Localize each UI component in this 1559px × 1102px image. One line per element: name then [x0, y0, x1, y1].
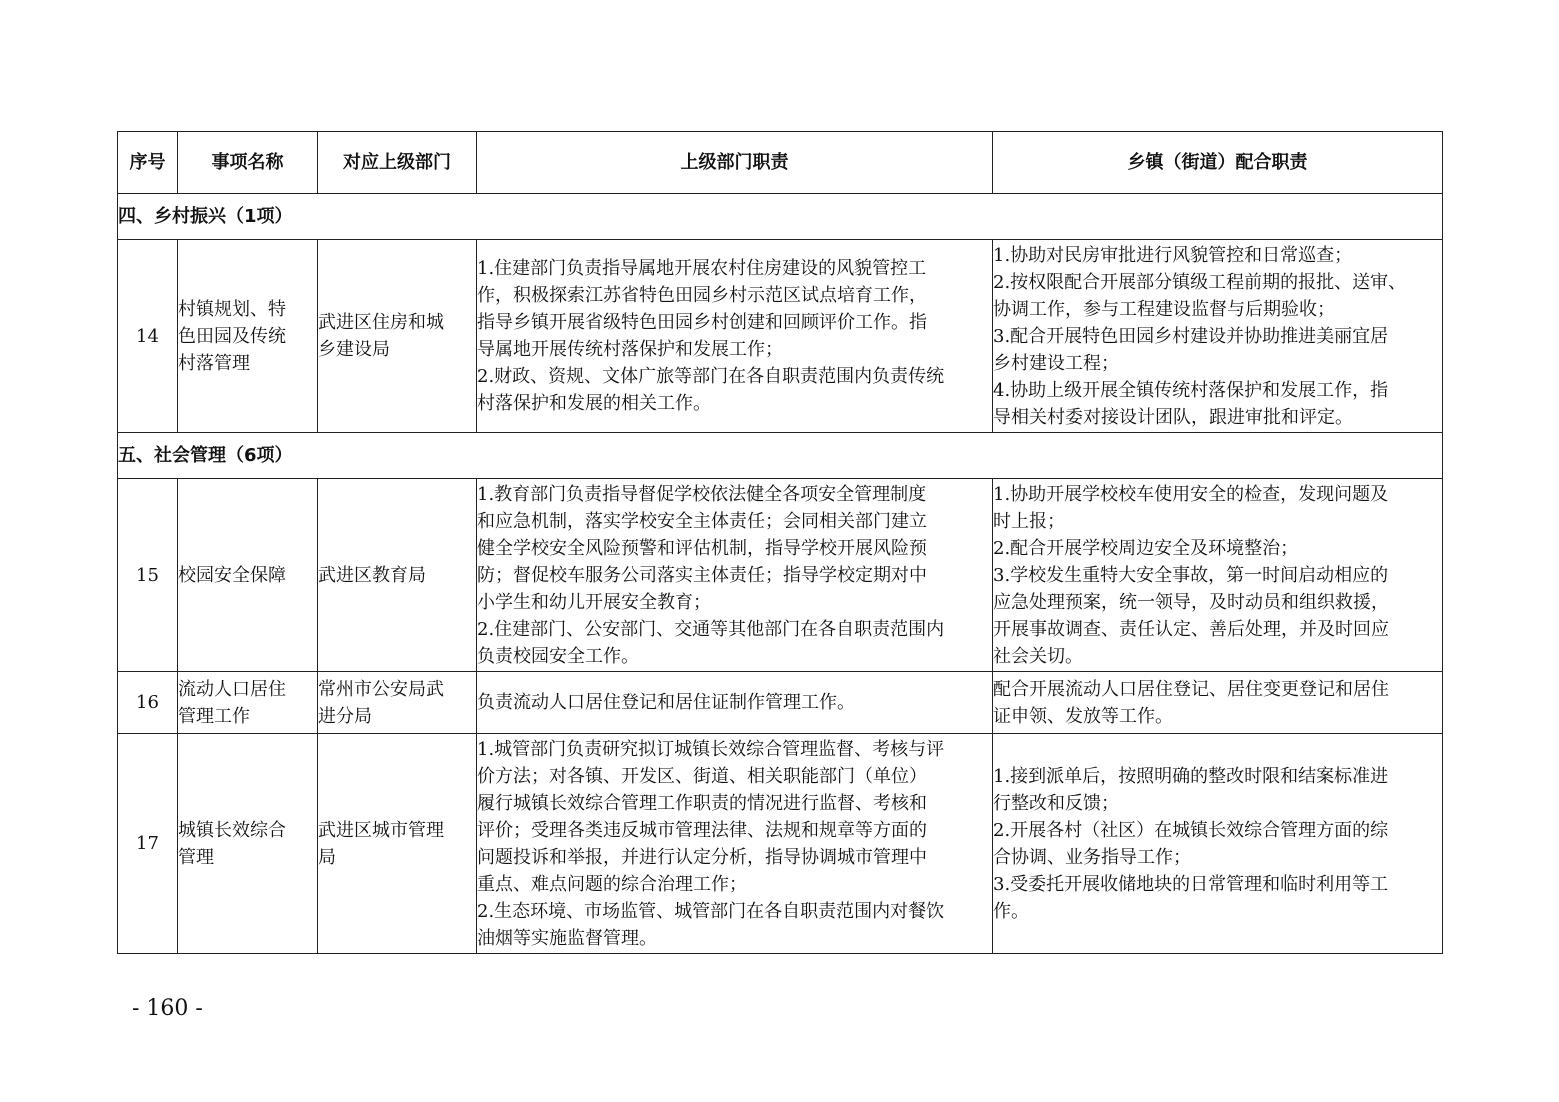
- cell-line: 合协调、业务指导工作；: [993, 846, 1191, 868]
- cell-line: 武进区城市管理: [318, 819, 444, 841]
- cell-line: 村镇规划、特: [178, 298, 286, 320]
- cell-line: 导相关村委对接设计团队，跟进审批和评定。: [993, 406, 1353, 428]
- responsibility-table: [117, 131, 1443, 954]
- dept-cell: [318, 672, 477, 734]
- cell-line: 管理工作: [178, 705, 250, 727]
- item-name-cell: [178, 672, 318, 734]
- cell-line: 1.城管部门负责研究拟订城镇长效综合管理监督、考核与评: [477, 738, 945, 760]
- section-title: 四、乡村振兴（1项）: [118, 194, 1443, 240]
- section-row: [118, 433, 1443, 479]
- duty-cell: [477, 734, 993, 954]
- page-number: - 160 -: [132, 996, 203, 1021]
- cell-line: 乡村建设工程；: [993, 352, 1119, 374]
- cell-line: 负责流动人口居住登记和居住证制作管理工作。: [477, 692, 855, 713]
- header-duty: 上级部门职责: [477, 132, 993, 194]
- cell-line: 评价；受理各类违反城市管理法律、法规和规章等方面的: [477, 819, 927, 841]
- cell-line: 履行城镇长效综合管理工作职责的情况进行监督、考核和: [477, 792, 927, 814]
- item-name-cell: [178, 479, 318, 672]
- dept-cell: [318, 240, 477, 433]
- cell-line: 常州市公安局武: [318, 678, 444, 700]
- duty-cell: [477, 479, 993, 672]
- section-title: 五、社会管理（6项）: [118, 433, 1443, 479]
- cell-line: 1.协助对民房审批进行风貌管控和日常巡查；: [993, 244, 1353, 266]
- cell-line: 负责校园安全工作。: [477, 645, 639, 667]
- cell-line: 作。: [993, 900, 1029, 922]
- cell-line: 1.教育部门负责指导督促学校依法健全各项安全管理制度: [477, 483, 927, 505]
- table-row: [118, 240, 1443, 433]
- cell-line: 和应急机制，落实学校安全主体责任；会同相关部门建立: [477, 510, 927, 532]
- cell-line: 村落保护和发展的相关工作。: [477, 393, 711, 414]
- cell-line: 1.住建部门负责指导属地开展农村住房建设的风貌管控工: [477, 258, 927, 279]
- cell-line: 1.协助开展学校校车使用安全的检查，发现问题及: [993, 483, 1389, 505]
- cell-line: 校园安全保障: [178, 564, 286, 586]
- cell-line: 流动人口居住: [178, 678, 286, 700]
- duty-cell: [477, 240, 993, 433]
- cell-line: 应急处理预案，统一领导，及时动员和组织救援，: [993, 591, 1389, 613]
- cell-line: 城镇长效综合: [178, 819, 286, 841]
- header-row: [118, 132, 1443, 194]
- table-row: [118, 479, 1443, 672]
- cell-line: 导属地开展传统村落保护和发展工作；: [477, 339, 783, 360]
- dept-cell: [318, 734, 477, 954]
- cell-line: 行整改和反馈；: [993, 792, 1119, 814]
- cell-line: 进分局: [318, 705, 372, 727]
- cell-line: 小学生和幼儿开展安全教育；: [477, 591, 711, 613]
- duty-cell: [477, 672, 993, 734]
- cell-line: 3.学校发生重特大安全事故，第一时间启动相应的: [993, 564, 1389, 586]
- cell-line: 油烟等实施监督管理。: [477, 927, 657, 949]
- cell-line: 2.开展各村（社区）在城镇长效综合管理方面的综: [993, 819, 1389, 841]
- coop-cell: [993, 734, 1443, 954]
- cell-line: 1.接到派单后，按照明确的整改时限和结案标准进: [993, 765, 1389, 787]
- cell-line: 4.协助上级开展全镇传统村落保护和发展工作，指: [993, 379, 1389, 401]
- row-number: 17: [118, 734, 178, 954]
- row-number: 16: [118, 672, 178, 734]
- cell-line: 协调工作，参与工程建设监督与后期验收；: [993, 298, 1335, 320]
- cell-line: 3.受委托开展收储地块的日常管理和临时利用等工: [993, 873, 1389, 895]
- cell-line: 作，积极探索江苏省特色田园乡村示范区试点培育工作，: [477, 285, 927, 306]
- table-row: [118, 672, 1443, 734]
- coop-cell: [993, 672, 1443, 734]
- cell-line: 时上报；: [993, 510, 1065, 532]
- coop-cell: [993, 479, 1443, 672]
- cell-line: 武进区教育局: [318, 564, 426, 586]
- header-num: 序号: [118, 132, 178, 194]
- section-row: [118, 194, 1443, 240]
- cell-line: 2.配合开展学校周边安全及环境整治；: [993, 537, 1299, 559]
- row-number: 15: [118, 479, 178, 672]
- cell-line: 管理: [178, 846, 214, 868]
- cell-line: 重点、难点问题的综合治理工作；: [477, 873, 747, 895]
- cell-line: 指导乡镇开展省级特色田园乡村创建和回顾评价工作。指: [477, 312, 927, 333]
- coop-cell: [993, 240, 1443, 433]
- header-dept: 对应上级部门: [318, 132, 477, 194]
- header-item-name: 事项名称: [178, 132, 318, 194]
- dept-cell: [318, 479, 477, 672]
- cell-line: 3.配合开展特色田园乡村建设并协助推进美丽宜居: [993, 325, 1389, 347]
- cell-line: 问题投诉和举报，并进行认定分析，指导协调城市管理中: [477, 846, 927, 868]
- cell-line: 武进区住房和城: [318, 312, 444, 333]
- cell-line: 2.生态环境、市场监管、城管部门在各自职责范围内对餐饮: [477, 900, 945, 922]
- cell-line: 2.住建部门、公安部门、交通等其他部门在各自职责范围内: [477, 618, 945, 640]
- row-number: 14: [118, 240, 178, 433]
- header-coop: 乡镇（街道）配合职责: [993, 132, 1443, 194]
- cell-line: 社会关切。: [993, 645, 1083, 667]
- cell-line: 价方法；对各镇、开发区、街道、相关职能部门（单位）: [477, 765, 927, 787]
- cell-line: 2.财政、资规、文体广旅等部门在各自职责范围内负责传统: [477, 366, 945, 387]
- table-row: [118, 734, 1443, 954]
- cell-line: 乡建设局: [318, 339, 390, 360]
- cell-line: 健全学校安全风险预警和评估机制，指导学校开展风险预: [477, 537, 927, 559]
- cell-line: 证申领、发放等工作。: [993, 705, 1173, 727]
- cell-line: 局: [318, 846, 336, 868]
- cell-line: 色田园及传统: [178, 325, 286, 347]
- cell-line: 防；督促校车服务公司落实主体责任；指导学校定期对中: [477, 564, 927, 586]
- item-name-cell: [178, 240, 318, 433]
- item-name-cell: [178, 734, 318, 954]
- cell-line: 开展事故调查、责任认定、善后处理，并及时回应: [993, 618, 1389, 640]
- cell-line: 村落管理: [178, 352, 250, 374]
- cell-line: 配合开展流动人口居住登记、居住变更登记和居住: [993, 678, 1389, 700]
- cell-line: 2.按权限配合开展部分镇级工程前期的报批、送审、: [993, 271, 1407, 293]
